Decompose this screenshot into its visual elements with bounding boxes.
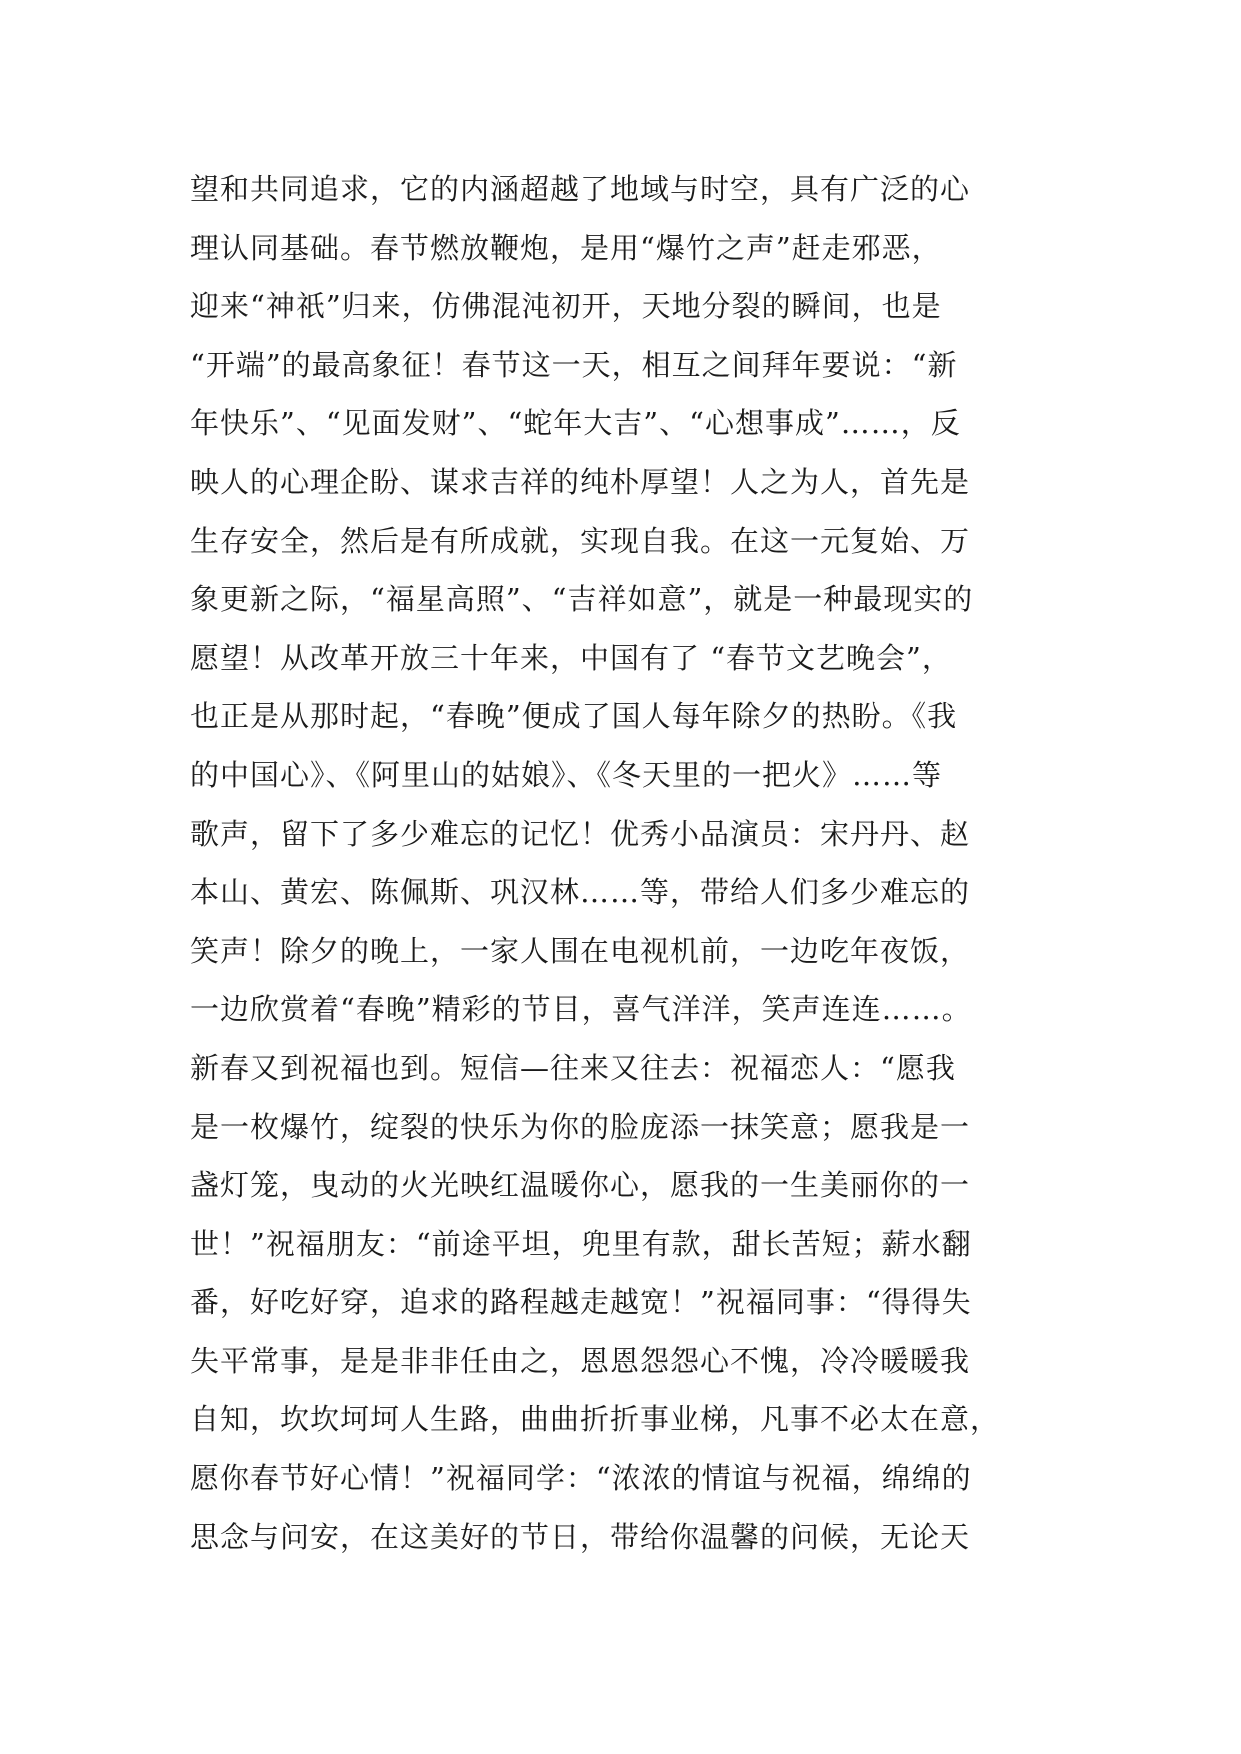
text-line: 象更新之际，“福星高照”、“吉祥如意”，就是一种最现实的: [190, 582, 974, 617]
text-line: 年快乐”、“见面发财”、“蛇年大吉”、“心想事成”……，反: [190, 406, 961, 441]
text-line: 世！”祝福朋友：“前途平坦，兜里有款，甜长苦短；薪水翻: [190, 1226, 972, 1261]
text-line: 是一枚爆竹，绽裂的快乐为你的脸庞添一抹笑意；愿我是一: [190, 1109, 971, 1144]
text-line: 也正是从那时起，“春晚”便成了国人每年除夕的热盼。《我: [190, 699, 958, 734]
text-line: 映人的心理企盼、谋求吉祥的纯朴厚望！人之为人，首先是: [190, 464, 971, 499]
text-line: 番，好吃好穿，追求的路程越走越宽！”祝福同事：“得得失: [190, 1285, 972, 1320]
text-line: 的中国心》、《阿里山的姑娘》、《冬天里的一把火》……等: [190, 757, 943, 792]
text-line: 迎来“神祇”归来，仿佛混沌初开，天地分裂的瞬间，也是: [190, 289, 942, 324]
text-line: 盏灯笼，曳动的火光映红温暖你心，愿我的一生美丽你的一: [190, 1168, 971, 1203]
text-line: “开端”的最高象征！春节这一天，相互之间拜年要说：“新: [190, 347, 958, 382]
text-line: 望和共同追求，它的内涵超越了地域与时空，具有广泛的心: [190, 172, 971, 206]
text-line: 思念与问安，在这美好的节日，带给你温馨的问候，无论天: [190, 1519, 971, 1554]
text-line: 自知，坎坎坷坷人生路，曲曲折折事业梯，凡事不必太在意，: [190, 1402, 1001, 1437]
text-line: 失平常事，是是非非任由之，恩恩怨怨心不愧，冷冷暖暖我: [190, 1343, 971, 1378]
text-line: 歌声，留下了多少难忘的记忆！优秀小品演员：宋丹丹、赵: [190, 816, 971, 851]
text-line: 笑声！除夕的晚上，一家人围在电视机前，一边吃年夜饭，: [190, 933, 971, 968]
text-line: 一边欣赏着“春晚”精彩的节目，喜气洋洋，笑声连连……。: [190, 992, 972, 1027]
text-line: 愿望！从改革开放三十年来，中国有了 “春节文艺晚会”，: [190, 640, 952, 675]
text-line: 新春又到祝福也到。短信—往来又往去：祝福恋人：“愿我: [190, 1050, 956, 1085]
text-line: 愿你春节好心情！”祝福同学：“浓浓的情谊与祝福，绵绵的: [190, 1461, 972, 1496]
text-line: 理认同基础。春节燃放鞭炮，是用“爆竹之声”赶走邪恶，: [190, 230, 942, 265]
text-line: 生存安全，然后是有所成就，实现自我。在这一元复始、万: [190, 523, 971, 558]
text-line: 本山、黄宏、陈佩斯、巩汉林……等，带给人们多少难忘的: [190, 875, 971, 910]
body-text: [190, 160, 1070, 1566]
